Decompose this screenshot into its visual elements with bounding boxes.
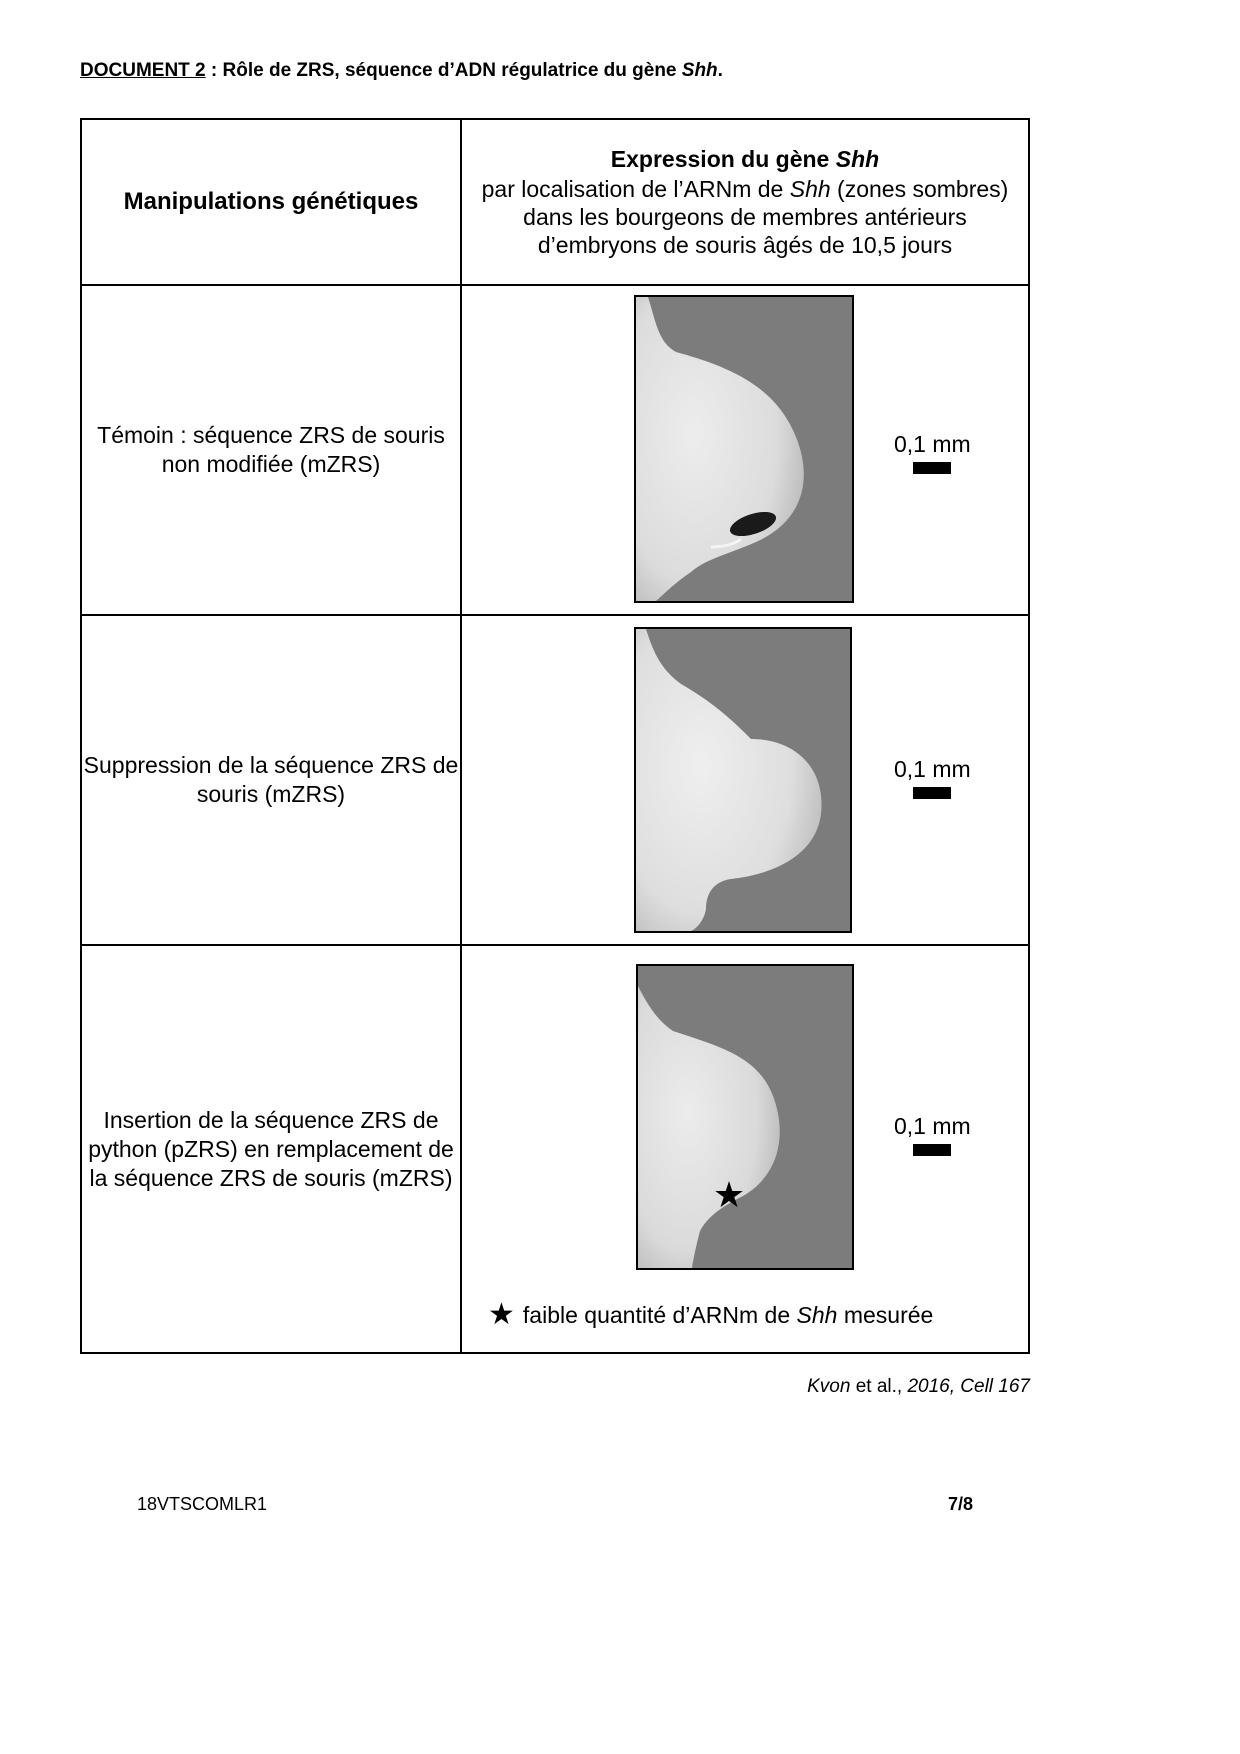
table-row [81,615,1029,945]
header-expression-description: par localisation de l’ARNm de Shh (zones sombres) dans les bourgeons de membres antérieurs d’embryons de souris âgés de 10,5 jours [481,176,1009,258]
row-label-deletion: Suppression de la séquence ZRS de souris (mZRS) [81,615,461,945]
scale-label: 0,1 mm [894,1113,971,1139]
scale-label: 0,1 mm [894,431,971,457]
citation-etal: et al., [850,1376,908,1397]
citation-author: Kvon [807,1376,851,1397]
scale-bar [894,431,971,474]
document-title [80,60,723,82]
scale-bar-line [913,462,951,474]
row-label-control: Témoin : séquence ZRS de souris non modifiée (mZRS) [81,285,461,615]
citation-source: 2016, Cell 167 [907,1376,1030,1397]
citation [807,1376,1030,1398]
star-icon: ★ [488,1298,515,1331]
table-row [81,285,1029,615]
row-label-python-insertion: Insertion de la séquence ZRS de python (pZRS) en remplacement de la séquence ZRS de souris (mZRS) [81,945,461,1353]
limb-bud-photo-deletion [634,627,852,933]
header-expression-title: Expression du gène Shh [610,146,880,172]
results-table [80,118,1030,1354]
row-image-cell-deletion [461,615,1029,945]
header-expression [461,119,1029,285]
limb-bud-photo-python-insertion [636,964,854,1270]
legend [488,1300,933,1330]
legend-text: faible quantité d’ARNm de Shh mesurée [522,1301,934,1328]
table-row [81,945,1029,1353]
star-marker-icon: ★ [712,1175,746,1216]
scale-label: 0,1 mm [894,756,971,782]
footer-code: 18VTSCOMLR1 [137,1494,268,1514]
scale-bar [894,1113,971,1156]
row-image-cell-control [461,285,1029,615]
header-manipulations: Manipulations génétiques [81,119,461,285]
limb-bud-photo-control [634,295,854,603]
page-number: 7/8 [948,1494,974,1514]
table-header-row [81,119,1029,285]
scale-bar [894,756,971,799]
scale-bar-line [913,1144,951,1156]
scale-bar-line [913,787,951,799]
document-label: DOCUMENT 2 [80,60,206,81]
title-text: : Rôle de ZRS, séquence d’ADN régulatrice du gène [205,60,682,81]
title-end: . [717,60,723,81]
title-gene: Shh [681,60,718,81]
row-image-cell-python-insertion [461,945,1029,1353]
